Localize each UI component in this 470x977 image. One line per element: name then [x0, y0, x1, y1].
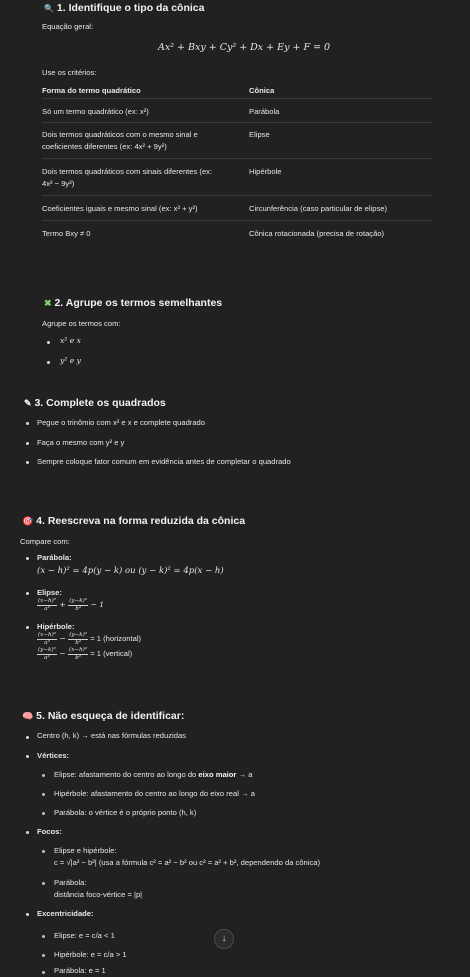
table-cell: Elipse [249, 130, 270, 139]
vertex-ellipse: Elipse: afastamento do centro ao longo do eixo maior → a [54, 770, 253, 779]
bullet [42, 971, 45, 974]
table-cell: Circunferência (caso particular de elipse) [249, 204, 388, 213]
table-header-form: Forma do termo quadrático [42, 86, 141, 95]
table-cell: Dois termos quadráticos com sinais diferentes (ex: [42, 167, 213, 176]
table-cell: coeficientes diferentes (ex: 4x² + 9y²) [42, 142, 167, 151]
hyperbola-label: Hipérbole: [37, 622, 75, 631]
section4-title: 4. Reescreva na forma reduzida da cônica [36, 515, 246, 527]
list-item: Faça o mesmo com y² e y [37, 438, 125, 447]
eccentricity-hyperbola: Hipérbole: e = c/a > 1 [54, 950, 127, 959]
bullet [42, 954, 45, 957]
bullet [42, 882, 45, 885]
bullet [26, 755, 29, 758]
table-cell: Coeficientes iguais e mesmo sinal (ex: x² + y²) [42, 204, 198, 213]
section1-title: 1. Identifique o tipo da cônica [56, 2, 205, 14]
center-item: Centro (h, k) → está nas fórmulas reduzidas [37, 731, 186, 740]
vertex-parabola: Parábola: o vértice é o próprio ponto (h, k) [54, 808, 197, 817]
table-cell: Hipérbole [249, 167, 282, 176]
bullet [26, 831, 29, 834]
bullet [26, 557, 29, 560]
section4-heading [22, 515, 245, 527]
group-intro: Agrupe os termos com: [42, 319, 121, 328]
section2-title: 2. Agrupe os termos semelhantes [54, 297, 223, 309]
table-divider [42, 122, 432, 123]
bullet [26, 422, 29, 425]
ellipse-label: Elipse: [37, 588, 62, 597]
section5-title: 5. Não esqueça de identificar: [36, 710, 185, 722]
table-divider [42, 195, 432, 196]
table-cell: Cônica rotacionada (precisa de rotação) [249, 229, 385, 238]
eccentricity-label: Excentricidade: [37, 909, 94, 918]
bullet [42, 812, 45, 815]
bullet [26, 592, 29, 595]
arrow-down-icon: ↓ [221, 933, 227, 944]
bullet [42, 774, 45, 777]
compare-label: Compare com: [20, 537, 70, 546]
magnifier-icon: 🔍 [44, 4, 54, 13]
pencil-icon: ✎ [24, 398, 32, 408]
list-item: Pegue o trinômio com x² e x e complete quadrado [37, 418, 205, 427]
bullet [26, 913, 29, 916]
scroll-down-button[interactable] [214, 929, 234, 949]
section1-heading [44, 2, 205, 14]
bullet [47, 361, 50, 364]
bullet [47, 341, 50, 344]
table-cell: 4x² − 9y²) [42, 179, 75, 188]
bullet [42, 935, 45, 938]
foci-label: Focos: [37, 827, 62, 836]
parabola-label: Parábola: [37, 553, 72, 562]
section3-heading [24, 397, 166, 409]
bullet [26, 736, 29, 739]
table-cell: Dois termos quadráticos com o mesmo sinal e [42, 130, 198, 139]
list-item: Sempre coloque fator comum em evidência antes de completar o quadrado [37, 457, 291, 466]
table-cell: Termo Bxy ≠ 0 [42, 229, 91, 238]
table-divider [42, 158, 432, 159]
eccentricity-parabola: Parábola: e = 1 [54, 966, 106, 975]
foci-parabola-label: Parábola: [54, 878, 87, 887]
foci-parabola-distance: distância foco-vértice = |p| [54, 890, 143, 899]
table-divider [42, 98, 432, 99]
hyperbola-vertical-equation: $\frac{\text{(y−k)²}}{\text{a²}}$ − $\frac{\text{(x−h)²}}{\text{b²}}$ = 1 (vertical) [38, 647, 133, 661]
cross-icon: ✖ [44, 298, 52, 308]
general-equation: Ax² + Bxy + Cy² + Dx + Ey + F = 0 [158, 42, 331, 53]
general-equation-label: Equação geral: [42, 22, 94, 31]
list-item: y² e y [60, 356, 81, 365]
bullet [26, 626, 29, 629]
criteria-label: Use os critérios: [42, 68, 97, 77]
table-header-conic: Cônica [249, 86, 275, 95]
target-icon: 🎯 [22, 516, 34, 526]
vertices-label: Vértices: [37, 751, 70, 760]
parabola-equation: (x − h)² = 4p(y − k) ou (y − k)² = 4p(x − h) [37, 566, 224, 576]
table-cell: Só um termo quadrático (ex: x²) [42, 107, 149, 116]
hyperbola-horizontal-equation: $\frac{\text{(x−h)²}}{\text{a²}}$ − $\frac{\text{(y−k)²}}{\text{b²}}$ = 1 (horizontal) [38, 632, 142, 646]
section5-heading [22, 710, 184, 722]
table-cell: Parábola [249, 107, 280, 116]
bullet [26, 442, 29, 445]
foci-formula: c = √|a² − b²| (usa a fórmula c² = a² − b² ou c² = a² + b², dependendo da cônica) [54, 858, 321, 867]
table-divider [42, 220, 432, 221]
foci-ellipse-hyperbola-label: Elipse e hipérbole: [54, 846, 117, 855]
section2-heading [44, 297, 222, 309]
list-item: x² e x [60, 336, 81, 345]
vertex-hyperbola: Hipérbole: afastamento do centro ao longo do eixo real → a [54, 789, 255, 798]
bullet [42, 793, 45, 796]
brain-icon: 🧠 [22, 711, 34, 721]
bullet [42, 850, 45, 853]
bullet [26, 461, 29, 464]
section3-title: 3. Complete os quadrados [34, 397, 166, 409]
ellipse-equation: $\frac{\text{(x−h)²}}{\text{a²}}$ + $\frac{\text{(y−k)²}}{\text{b²}}$ − 1 [38, 598, 105, 612]
eccentricity-ellipse: Elipse: e = c/a < 1 [54, 931, 115, 940]
